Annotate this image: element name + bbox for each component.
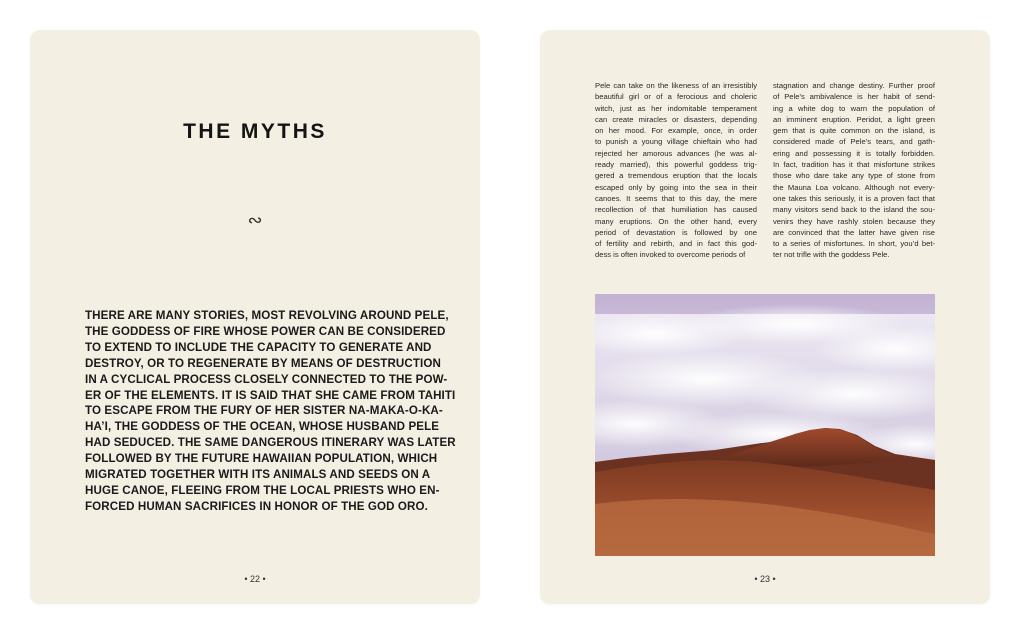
text-line: can create miracles or disasters, depending xyxy=(595,114,757,124)
text-line: to punish a young village chieftain who had xyxy=(595,137,757,147)
text-line: FOLLOWED BY THE FUTURE HAWAIIAN POPULATION, WHICH xyxy=(85,452,438,466)
text-line: witch, just as her indomitable temperament xyxy=(595,103,757,113)
text-line: escaped only by going into the sea in their xyxy=(595,182,757,192)
volcano-photo xyxy=(595,294,935,556)
text-line: HA’I, THE GODDESS OF THE OCEAN, WHOSE HUSBAND PELE xyxy=(85,420,440,434)
text-line: the Mauna Loa volcano. Although not every- xyxy=(773,182,935,192)
text-line: those who dare take any type of stone from xyxy=(773,171,935,181)
text-line: to a series of misfortunes. In short, you’d bet- xyxy=(773,239,935,249)
text-line: Pele can take on the likeness of an irresistibly xyxy=(595,81,757,90)
text-line: ready married), this powerful goddess trig- xyxy=(595,160,757,170)
text-line: recollection of that humiliation has caused xyxy=(595,205,757,215)
text-line: ter not trifle with the goddess Pele. xyxy=(773,250,890,260)
text-line: dess is often invoked to overcome periods of xyxy=(595,250,746,260)
intro-paragraph xyxy=(85,308,456,515)
body-column-2 xyxy=(773,80,935,261)
text-line: DESTROY, OR TO REGENERATE BY MEANS OF DESTRUCTION xyxy=(85,356,441,370)
text-line: ing a white dog to warn the population of xyxy=(773,103,935,113)
text-line: one takes this seriously, it is a proven fact that xyxy=(773,193,935,203)
text-line: THERE ARE MANY STORIES, MOST REVOLVING AROUND PELE, xyxy=(85,309,449,322)
text-line: MIGRATED TOGETHER WITH ITS ANIMALS AND SEEDS ON A xyxy=(85,468,431,482)
left-page xyxy=(30,30,480,604)
text-line: gered a tremendous eruption that the locals xyxy=(595,171,757,181)
text-line: venirs they have rashly stolen because they xyxy=(773,216,935,226)
right-page xyxy=(540,30,990,604)
text-line: considered made of Pele’s tears, and gath- xyxy=(773,137,935,147)
text-line: of fertility and rebirth, and in fact this god- xyxy=(595,239,757,249)
text-line: are convinced that the latter have given rise xyxy=(773,227,935,237)
text-line: TO EXTEND TO INCLUDE THE CAPACITY TO GENERATE AND xyxy=(85,340,432,354)
text-line: an imminent eruption. Peridot, a light green xyxy=(773,114,935,124)
text-line: many visitors send back to the island the sou- xyxy=(773,205,935,215)
text-line: HUGE CANOE, FLEEING FROM THE LOCAL PRIESTS WHO EN- xyxy=(85,483,440,497)
text-line: of Pele’s ambivalence is her habit of send- xyxy=(773,92,935,102)
page-number-right: • 23 • xyxy=(754,574,776,584)
text-line: TO ESCAPE FROM THE FURY OF HER SISTER NA-MAKA-O-KA- xyxy=(85,404,443,418)
text-line: THE GODDESS OF FIRE WHOSE POWER CAN BE CONSIDERED xyxy=(85,324,446,338)
page-title: THE MYTHS xyxy=(183,120,327,143)
text-line: many eruptions. On the other hand, every xyxy=(595,216,757,226)
text-line: ER OF THE ELEMENTS. IT IS SAID THAT SHE CAME FROM TAHITI xyxy=(85,388,456,402)
text-line: IN A CYCLICAL PROCESS CLOSELY CONNECTED TO THE POW- xyxy=(85,372,448,386)
text-line: ering and possessing it is totally forbidden. xyxy=(773,148,935,158)
body-column-1 xyxy=(595,80,757,261)
text-line: stagnation and change destiny. Further proof xyxy=(773,81,935,90)
text-line: period of devastation is followed by one xyxy=(595,227,757,237)
text-line: beautiful girl or of a ferocious and choleric xyxy=(595,92,757,102)
ornament-icon: ∾ xyxy=(247,210,263,231)
text-line: gem that is quite common on the island, is xyxy=(773,126,935,136)
text-line: on her mood. For example, once, in order xyxy=(595,126,757,136)
text-line: canoes. It seems that to this day, the mere xyxy=(595,193,757,203)
text-line: In fact, tradition has it that misfortune strikes xyxy=(773,160,935,170)
text-line: HAD SEDUCED. THE SAME DANGEROUS ITINERARY WAS LATER xyxy=(85,436,456,450)
page-number-left: • 22 • xyxy=(244,574,266,584)
text-line: rejected her amorous advances (he was al- xyxy=(595,148,757,158)
text-line: FORCED HUMAN SACRIFICES IN HONOR OF THE GOD ORO. xyxy=(85,499,428,513)
